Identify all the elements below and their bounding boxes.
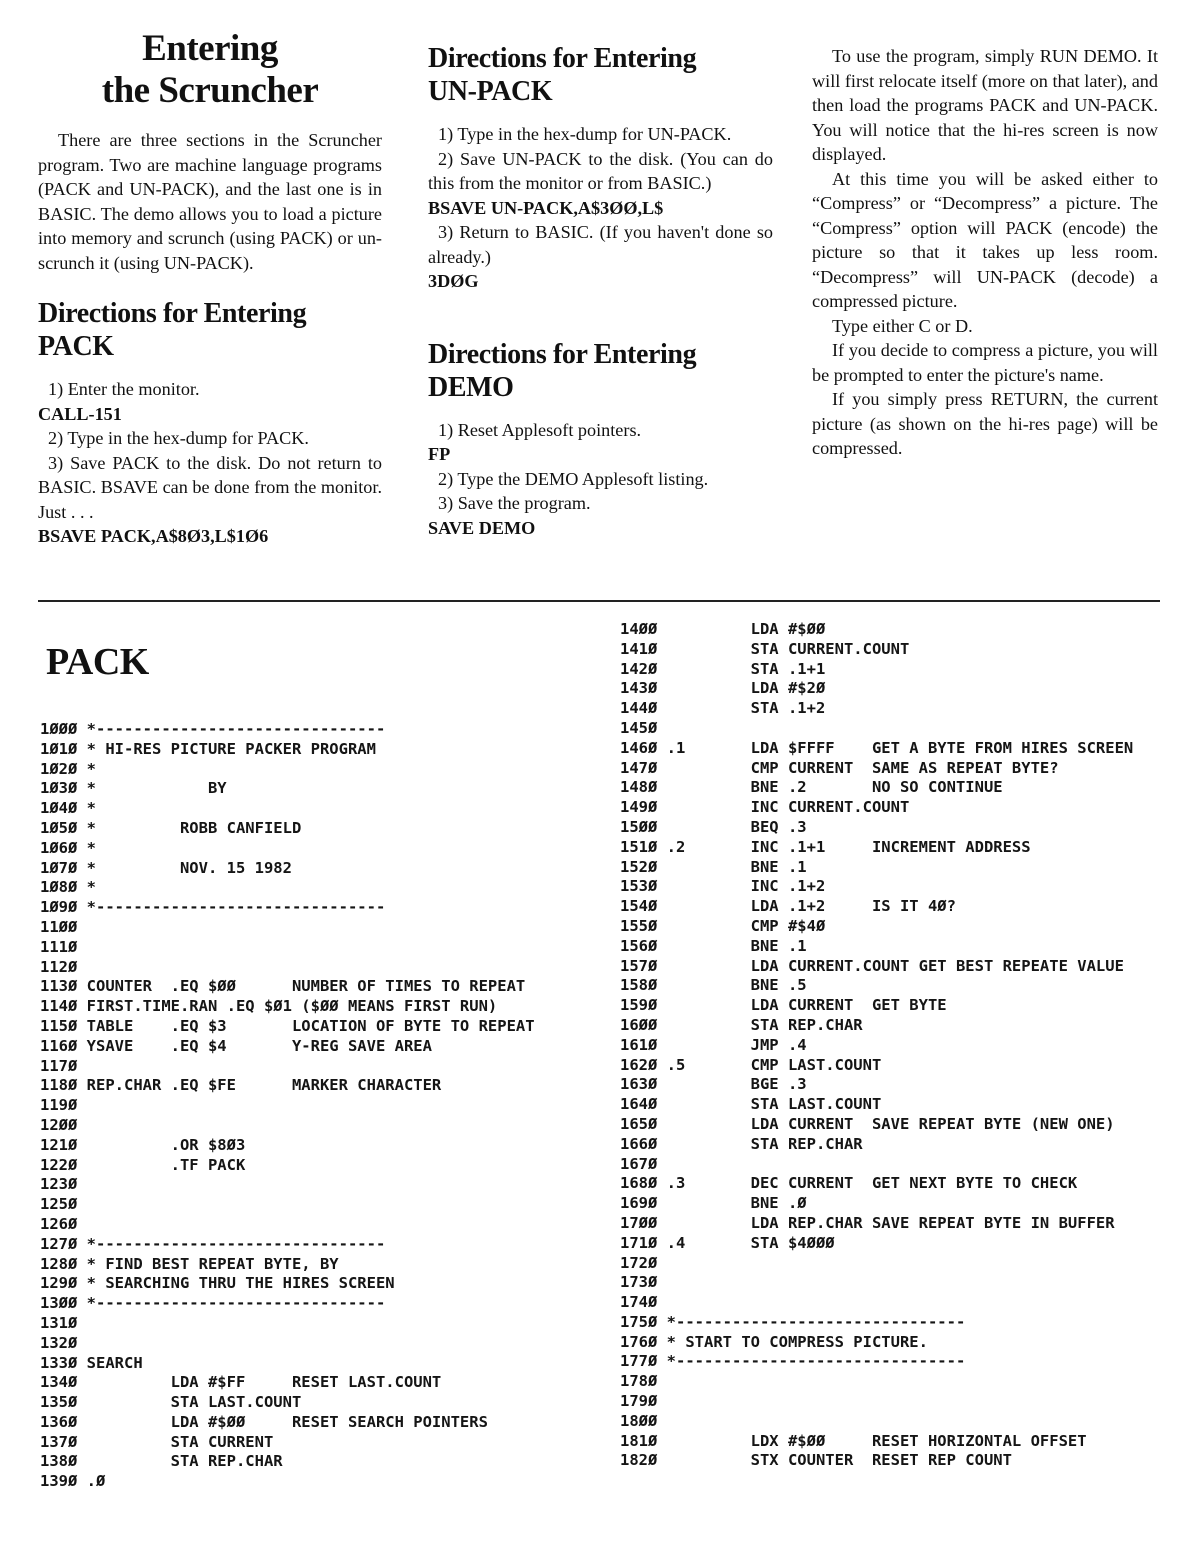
demo-step-1: 1) Reset Applesoft pointers.: [438, 419, 642, 440]
code-line: 145Ø: [620, 718, 658, 737]
demo-step-2: 2) Type the DEMO Applesoft listing.: [438, 468, 709, 489]
code-line: 169Ø BNE .Ø: [620, 1194, 807, 1213]
code-line: 126Ø: [40, 1214, 78, 1233]
unpack-command-3: 3DØG: [428, 271, 479, 291]
unpack-command-2: BSAVE UN-PACK,A$3ØØ,L$: [428, 197, 664, 218]
pack-step-1: 1) Enter the monitor.: [48, 379, 200, 399]
code-line: 127Ø *-------------------------------: [40, 1234, 386, 1253]
code-line: 1Ø1Ø * HI-RES PICTURE PACKER PROGRAM: [40, 739, 376, 758]
code-line: 179Ø: [620, 1392, 658, 1411]
code-line: 1Ø4Ø *: [40, 799, 96, 818]
code-line: 171Ø .4 STA $4ØØØ: [620, 1233, 835, 1252]
demo-command-3: SAVE DEMO: [428, 517, 536, 538]
code-line: 132Ø: [40, 1333, 78, 1352]
code-line: 167Ø: [620, 1154, 658, 1173]
unpack-step-2: 2) Save UN-PACK to the disk. (You can do this from the monitor or from BASIC.): [428, 148, 773, 193]
pack-command-3: BSAVE PACK,A$8Ø3,L$1Ø6: [38, 526, 269, 546]
intro-paragraph: There are three sections in the Scruncher program. Two are machine language programs (PACK and UN-PACK), and the last one is in BASIC. The demo allows you to load a picture into memory and scrunch (using PACK) or un-scrunch it (using UN-PACK).: [38, 130, 382, 273]
code-line: 14ØØ LDA #$ØØ: [620, 620, 826, 638]
code-line: 137Ø STA CURRENT: [40, 1432, 274, 1451]
column-3: [812, 44, 1158, 461]
code-line: 182Ø STX COUNTER RESET REP COUNT: [620, 1451, 1012, 1470]
code-line: 13ØØ *-------------------------------: [40, 1294, 386, 1313]
code-line: 142Ø STA .1+1: [620, 659, 826, 678]
code-line: 136Ø LDA #$ØØ RESET SEARCH POINTERS: [40, 1412, 488, 1431]
code-line: 141Ø STA CURRENT.COUNT: [620, 639, 910, 658]
demo-step-3: 3) Save the program.: [438, 493, 591, 513]
code-line: 153Ø INC .1+2: [620, 877, 826, 896]
usage-paragraph-1: To use the program, simply RUN DEMO. It will first relocate itself (more on that later), and then load the programs PACK and UN-PACK. You will notice that the hi-res screen is now displayed.: [812, 46, 1158, 164]
demo-heading-line-2: DEMO: [428, 371, 514, 403]
code-line: 152Ø BNE .1: [620, 857, 807, 876]
demo-command-1: FP: [428, 444, 451, 464]
column-2: [428, 28, 773, 540]
unpack-step-3: 3) Return to BASIC. (If you haven't done so already.): [428, 222, 773, 267]
code-line: 158Ø BNE .5: [620, 976, 807, 995]
code-line: 11ØØ: [40, 917, 78, 936]
code-line: 154Ø LDA .1+2 IS IT 4Ø?: [620, 897, 956, 916]
code-line: 134Ø LDA #$FF RESET LAST.COUNT: [40, 1373, 442, 1392]
code-line: 12ØØ: [40, 1115, 78, 1134]
code-line: 123Ø: [40, 1175, 78, 1194]
code-line: 115Ø TABLE .EQ $3 LOCATION OF BYTE TO REPEAT: [40, 1016, 535, 1035]
code-line: 161Ø JMP .4: [620, 1035, 807, 1054]
code-line: 1Ø7Ø * NOV. 15 1982: [40, 858, 292, 877]
unpack-heading-line-1: Directions for Entering: [428, 43, 697, 74]
usage-paragraph-3: Type either C or D.: [832, 315, 973, 336]
column-1: [38, 28, 382, 549]
code-line: 144Ø STA .1+2: [620, 699, 826, 718]
unpack-heading-line-2: UN-PACK: [428, 76, 553, 107]
code-line: 177Ø *-------------------------------: [620, 1352, 966, 1371]
code-line: 138Ø STA REP.CHAR: [40, 1452, 283, 1471]
code-line: 1ØØØ *-------------------------------: [40, 720, 386, 738]
code-line: 166Ø STA REP.CHAR: [620, 1134, 863, 1153]
code-line: 146Ø .1 LDA $FFFF GET A BYTE FROM HIRES SCREEN: [620, 738, 1134, 757]
usage-paragraph-2: At this time you will be asked either to “Compress” or “Decompress” a picture. The “Compress” option will PACK (encode) the picture so that it takes up less room. “Decompress” will UN-PACK (decode) a compressed picture.: [812, 168, 1158, 311]
code-line: 155Ø CMP #$4Ø: [620, 916, 826, 935]
code-line: 176Ø * START TO COMPRESS PICTURE.: [620, 1332, 928, 1351]
code-line: 114Ø FIRST.TIME.RAN .EQ $Ø1 ($ØØ MEANS FIRST RUN): [40, 997, 498, 1016]
pack-step-3: 3) Save PACK to the disk. Do not return to BASIC. BSAVE can be done from the monitor. Just . . .: [38, 452, 382, 522]
code-line: 168Ø .3 DEC CURRENT GET NEXT BYTE TO CHECK: [620, 1174, 1078, 1193]
code-line: 164Ø STA LAST.COUNT: [620, 1095, 882, 1114]
code-line: 1Ø3Ø * BY: [40, 779, 227, 798]
code-line: 129Ø * SEARCHING THRU THE HIRES SCREEN: [40, 1274, 395, 1293]
code-line: 173Ø: [620, 1273, 658, 1292]
code-line: 174Ø: [620, 1293, 658, 1312]
code-line: 1Ø2Ø *: [40, 759, 96, 778]
code-line: 159Ø LDA CURRENT GET BYTE: [620, 996, 947, 1015]
code-line: 18ØØ: [620, 1411, 658, 1430]
listing-title: PACK: [46, 641, 149, 683]
code-line: 149Ø INC CURRENT.COUNT: [620, 798, 910, 817]
code-line: 128Ø * FIND BEST REPEAT BYTE, BY: [40, 1254, 339, 1273]
code-line: 135Ø STA LAST.COUNT: [40, 1393, 302, 1412]
code-line: 151Ø .2 INC .1+1 INCREMENT ADDRESS: [620, 837, 1031, 856]
code-line: 156Ø BNE .1: [620, 936, 807, 955]
unpack-directions-heading: [428, 42, 773, 108]
code-line: 125Ø: [40, 1195, 78, 1214]
unpack-step-1: 1) Type in the hex-dump for UN-PACK.: [438, 124, 732, 144]
demo-heading-line-1: Directions for Entering: [428, 338, 697, 370]
code-line: 172Ø: [620, 1253, 658, 1272]
listing-left-column: [40, 720, 570, 1492]
code-line: 121Ø .OR $8Ø3: [40, 1135, 246, 1154]
code-line: 133Ø SEARCH: [40, 1353, 143, 1372]
usage-paragraph-5: If you simply press RETURN, the current picture (as shown on the hi-res page) will be compressed.: [812, 389, 1158, 458]
demo-directions-heading: [428, 338, 773, 404]
code-line: 157Ø LDA CURRENT.COUNT GET BEST REPEATE VALUE: [620, 956, 1124, 975]
pack-directions-heading: [38, 297, 382, 363]
code-line: 15ØØ BEQ .3: [620, 817, 807, 836]
code-line: 17ØØ LDA REP.CHAR SAVE REPEAT BYTE IN BUFFER: [620, 1213, 1115, 1232]
pack-heading-line-2: PACK: [38, 331, 114, 362]
code-line: 1Ø9Ø *-------------------------------: [40, 898, 386, 917]
code-line: 111Ø: [40, 937, 78, 956]
code-line: 139Ø .Ø: [40, 1472, 106, 1491]
code-line: 181Ø LDX #$ØØ RESET HORIZONTAL OFFSET: [620, 1431, 1087, 1450]
code-line: 148Ø BNE .2 NO SO CONTINUE: [620, 778, 1003, 797]
article-title-line-1: Entering: [142, 28, 278, 69]
code-line: 165Ø LDA CURRENT SAVE REPEAT BYTE (NEW ONE): [620, 1114, 1115, 1133]
code-line: 117Ø: [40, 1056, 78, 1075]
article-title-line-2: the Scruncher: [101, 70, 319, 111]
code-line: 1Ø5Ø * ROBB CANFIELD: [40, 818, 302, 837]
code-line: 112Ø: [40, 957, 78, 976]
code-line: 116Ø YSAVE .EQ $4 Y-REG SAVE AREA: [40, 1036, 432, 1055]
listing-right-column: [620, 620, 1180, 1471]
code-line: 175Ø *-------------------------------: [620, 1312, 966, 1331]
code-line: 122Ø .TF PACK: [40, 1155, 246, 1174]
code-line: 119Ø: [40, 1096, 78, 1115]
code-line: 131Ø: [40, 1313, 78, 1332]
pack-command-1: CALL-151: [38, 403, 122, 424]
code-line: 163Ø BGE .3: [620, 1075, 807, 1094]
pack-heading-line-1: Directions for Entering: [38, 298, 307, 329]
section-divider: [38, 600, 1160, 602]
code-line: 162Ø .5 CMP LAST.COUNT: [620, 1055, 882, 1074]
code-line: 118Ø REP.CHAR .EQ $FE MARKER CHARACTER: [40, 1076, 442, 1095]
code-line: 178Ø: [620, 1372, 658, 1391]
code-line: 1Ø6Ø *: [40, 838, 96, 857]
pack-step-2: 2) Type in the hex-dump for PACK.: [48, 428, 309, 448]
article-title: [38, 28, 382, 112]
code-line: 1Ø8Ø *: [40, 878, 96, 897]
usage-paragraph-4: If you decide to compress a picture, you will be prompted to enter the picture's name.: [812, 340, 1158, 385]
code-line: 147Ø CMP CURRENT SAME AS REPEAT BYTE?: [620, 758, 1059, 777]
code-line: 16ØØ STA REP.CHAR: [620, 1015, 863, 1034]
code-line: 113Ø COUNTER .EQ $ØØ NUMBER OF TIMES TO REPEAT: [40, 977, 526, 996]
code-line: 143Ø LDA #$2Ø: [620, 679, 826, 698]
